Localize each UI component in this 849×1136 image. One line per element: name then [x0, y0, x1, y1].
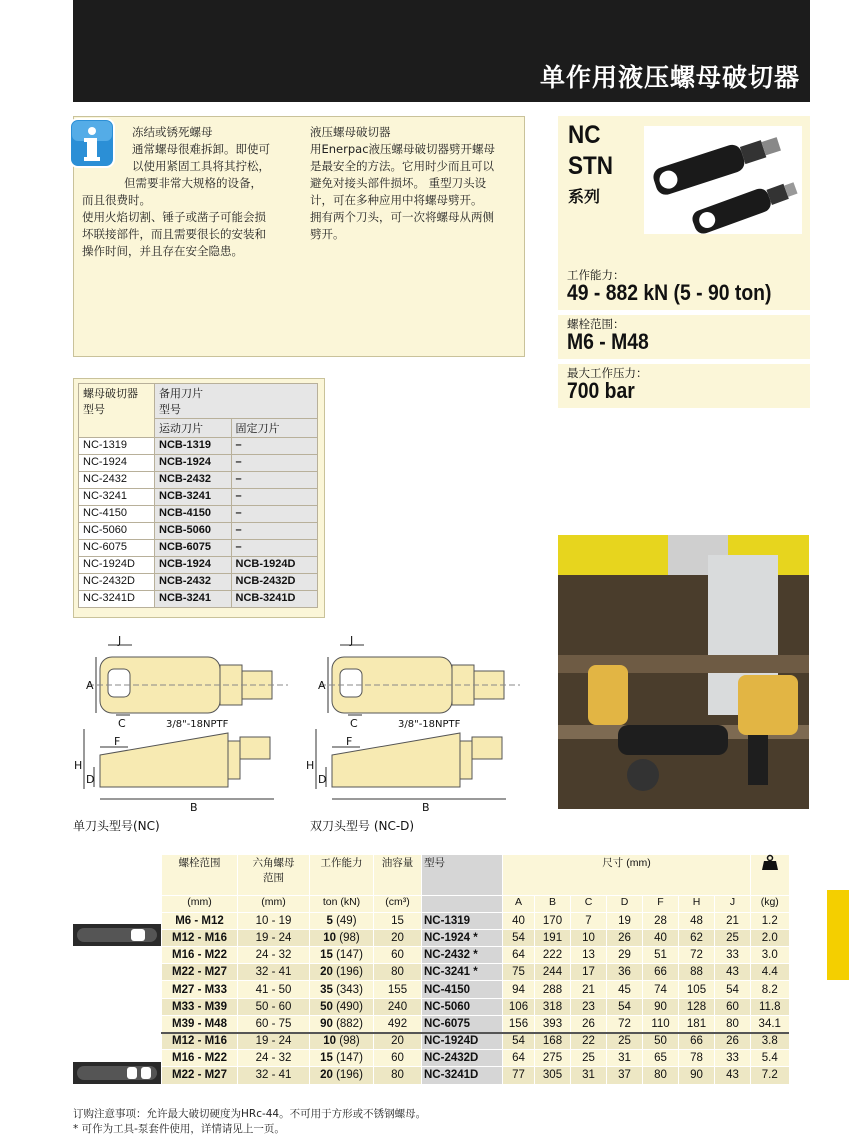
unit-hex: (mm) — [238, 895, 310, 912]
capacity-kn: (147) — [336, 1052, 363, 1065]
footnote-order: 订购注意事项：允许最大破切硬度为HRc-44。不可用于方形或不锈钢螺母。 — [73, 1108, 427, 1120]
blade-moving-cell: NCB-1319 — [155, 438, 232, 455]
blade-header-model: 螺母破切器 型号 — [79, 384, 155, 438]
model-cell: NC-6075 — [422, 1015, 503, 1032]
series-label: 系列 — [568, 187, 601, 206]
dimension-cell: 22 — [571, 1033, 607, 1050]
blade-model-cell: NC-5060 — [79, 523, 155, 540]
info-line: 但需要非常大规格的设备， — [124, 176, 262, 190]
capacity-kn: (343) — [336, 983, 363, 996]
blade-fixed-cell: – — [231, 506, 318, 523]
dimension-cell: 54 — [715, 981, 751, 998]
info-column-nut-splitter — [310, 124, 522, 243]
col-header-capacity: 工作能力 — [310, 855, 374, 895]
weight-cell: 8.2 — [751, 981, 789, 998]
blade-moving-cell: NCB-1924 — [155, 557, 232, 574]
dimension-cell: 54 — [503, 929, 535, 946]
dim-label-b: B — [422, 801, 430, 814]
dimension-cell: 33 — [715, 1050, 751, 1067]
dim-label-j: J — [118, 634, 122, 647]
weight-cell: 3.0 — [751, 947, 789, 964]
spec-table-row — [162, 964, 789, 981]
blade-table-row — [79, 489, 318, 506]
dimension-cell: 72 — [679, 947, 715, 964]
hex-range-cell: 50 - 60 — [238, 998, 310, 1015]
blade-header-moving: 运动刀片 — [155, 419, 232, 438]
dimension-cell: 25 — [607, 1033, 643, 1050]
model-cell: NC-1924D — [422, 1033, 503, 1050]
info-title-frozen: 冻结或锈死螺母 — [132, 125, 213, 139]
dim-label-d: D — [318, 773, 327, 786]
dimension-cell: 64 — [503, 947, 535, 964]
capacity-cell — [310, 1067, 374, 1084]
spec-table-row — [162, 981, 789, 998]
dimension-cell: 94 — [503, 981, 535, 998]
capacity-kn: (490) — [336, 1000, 363, 1013]
dimension-cell: 393 — [535, 1015, 571, 1032]
dimension-cell: 80 — [715, 1015, 751, 1032]
dimension-cell: 88 — [679, 964, 715, 981]
dim-col-b: B — [535, 895, 571, 912]
oil-capacity-cell: 155 — [374, 981, 422, 998]
info-line: 而且很费时。 — [82, 193, 151, 207]
blade-table-row — [79, 523, 318, 540]
dimension-cell: 72 — [607, 1015, 643, 1032]
capacity-cell — [310, 981, 374, 998]
capacity-ton: 10 — [323, 931, 337, 944]
col-header-model: 型号 — [422, 855, 503, 895]
weight-cell: 4.4 — [751, 964, 789, 981]
dim-col-a: A — [503, 895, 535, 912]
spec-table-row — [162, 947, 789, 964]
col-header-oil: 油容量 — [374, 855, 422, 895]
capacity-cell — [310, 964, 374, 981]
hex-range-cell: 32 - 41 — [238, 1067, 310, 1084]
thread-label: 3/8"-18NPTF — [398, 719, 461, 730]
capacity-cell — [310, 1050, 374, 1067]
dimension-cell: 275 — [535, 1050, 571, 1067]
unit-capacity: ton (kN) — [310, 895, 374, 912]
dimension-cell: 65 — [643, 1050, 679, 1067]
capacity-cell — [310, 929, 374, 946]
dimension-cell: 51 — [643, 947, 679, 964]
info-line: 以使用紧固工具将其拧松， — [132, 159, 270, 173]
dimension-cell: 50 — [643, 1033, 679, 1050]
capacity-ton: 50 — [320, 1000, 333, 1013]
worker-using-nut-splitter-photo — [558, 535, 809, 809]
capacity-ton: 15 — [320, 1052, 333, 1065]
dim-label-b: B — [190, 801, 198, 814]
blade-fixed-cell: – — [231, 540, 318, 557]
weight-icon — [751, 855, 789, 895]
blade-table-row — [79, 557, 318, 574]
dimension-cell: 10 — [571, 929, 607, 946]
weight-cell: 3.8 — [751, 1033, 789, 1050]
spec-value: 49 - 882 kN (5 - 90 ton) — [567, 280, 772, 305]
weight-cell: 2.0 — [751, 929, 789, 946]
info-line: 使用火焰切割、锤子或凿子可能会损 — [82, 210, 266, 224]
weight-cell: 11.8 — [751, 998, 789, 1015]
model-cell: NC-1924 * — [422, 929, 503, 946]
dimension-cell: 43 — [715, 964, 751, 981]
hex-range-cell: 41 - 50 — [238, 981, 310, 998]
blade-moving-cell: NCB-4150 — [155, 506, 232, 523]
hex-range-cell: 19 - 24 — [238, 929, 310, 946]
dim-col-f: F — [643, 895, 679, 912]
capacity-cell — [310, 1015, 374, 1032]
dimension-cell: 40 — [503, 912, 535, 929]
blade-table-row — [79, 472, 318, 489]
spec-capacity — [558, 266, 810, 310]
blade-model-cell: NC-3241 — [79, 489, 155, 506]
dimension-cell: 43 — [715, 1067, 751, 1084]
bolt-range-cell: M33 - M39 — [162, 998, 238, 1015]
info-line: 拥有两个刀头，可一次将螺母从两侧 — [310, 210, 494, 224]
caption-single-head: 单刀头型号(NC) — [73, 819, 160, 833]
model-cell: NC-2432D — [422, 1050, 503, 1067]
spec-label: 螺栓范围： — [567, 317, 625, 331]
dimension-cell: 37 — [607, 1067, 643, 1084]
weight-cell: 34.1 — [751, 1015, 789, 1032]
spec-table-row — [162, 1033, 789, 1050]
blade-fixed-cell: – — [231, 455, 318, 472]
dim-label-f: F — [114, 735, 121, 748]
blade-fixed-cell: NCB-1924D — [231, 557, 318, 574]
info-column-frozen-nuts — [82, 124, 292, 260]
blade-model-cell: NC-1319 — [79, 438, 155, 455]
dimension-cell: 62 — [679, 929, 715, 946]
blade-moving-cell: NCB-6075 — [155, 540, 232, 557]
nut-splitter-product-image — [644, 126, 802, 234]
capacity-kn: (882) — [336, 1017, 363, 1030]
blade-moving-cell: NCB-1924 — [155, 455, 232, 472]
blade-model-cell: NC-2432 — [79, 472, 155, 489]
dim-col-c: C — [571, 895, 607, 912]
footnote-kit: * 可作为工具-泵套件使用，详情请见上一页。 — [73, 1123, 285, 1135]
dimension-cell: 181 — [679, 1015, 715, 1032]
dimension-cell: 170 — [535, 912, 571, 929]
weight-cell: 7.2 — [751, 1067, 789, 1084]
dimension-cell: 191 — [535, 929, 571, 946]
single-head-drawing — [74, 634, 298, 814]
blade-moving-cell: NCB-3241 — [155, 489, 232, 506]
info-line: 劈开。 — [310, 227, 345, 241]
spec-value: 700 bar — [567, 378, 635, 403]
unit-bolt: (mm) — [162, 895, 238, 912]
bolt-range-cell: M22 - M27 — [162, 964, 238, 981]
dim-col-j: J — [715, 895, 751, 912]
model-cell: NC-4150 — [422, 981, 503, 998]
caption-double-head: 双刀头型号 (NC-D) — [310, 819, 415, 833]
dimension-cell: 54 — [503, 1033, 535, 1050]
capacity-cell — [310, 998, 374, 1015]
capacity-ton: 5 — [326, 914, 333, 927]
model-cell: NC-3241D — [422, 1067, 503, 1084]
blade-moving-cell: NCB-2432 — [155, 574, 232, 591]
capacity-kn: (98) — [339, 931, 360, 944]
dim-label-a: A — [86, 679, 94, 692]
bolt-range-cell: M12 - M16 — [162, 929, 238, 946]
model-cell: NC-1319 — [422, 912, 503, 929]
blade-moving-cell: NCB-2432 — [155, 472, 232, 489]
capacity-kn: (196) — [336, 966, 363, 979]
dimension-cell: 66 — [679, 1033, 715, 1050]
series-name — [568, 120, 613, 182]
dimension-cell: 17 — [571, 964, 607, 981]
spec-label: 最大工作压力： — [567, 366, 648, 380]
oil-capacity-cell: 80 — [374, 964, 422, 981]
dimension-cell: 33 — [715, 947, 751, 964]
blade-header-spare: 备用刀片 型号 — [155, 384, 318, 419]
spec-bolt-range — [558, 315, 810, 359]
header-bar — [73, 0, 810, 102]
dimension-cell: 77 — [503, 1067, 535, 1084]
capacity-cell — [310, 947, 374, 964]
info-line: 计，可在多种应用中将螺母劈开。 — [310, 193, 483, 207]
oil-capacity-cell: 60 — [374, 947, 422, 964]
series-stn: STN — [568, 152, 613, 180]
dimension-cell: 75 — [503, 964, 535, 981]
capacity-ton: 90 — [320, 1017, 333, 1030]
dim-col-h: H — [679, 895, 715, 912]
page-title: 单作用液压螺母破切器 — [539, 63, 800, 92]
blade-moving-cell: NCB-3241 — [155, 591, 232, 608]
thread-label: 3/8"-18NPTF — [166, 719, 229, 730]
blade-model-cell: NC-2432D — [79, 574, 155, 591]
dim-label-h: H — [306, 759, 315, 772]
blade-table-row — [79, 455, 318, 472]
capacity-ton: 35 — [320, 983, 333, 996]
spec-table-row — [162, 929, 789, 946]
dimension-cell: 31 — [571, 1067, 607, 1084]
dimension-cell: 168 — [535, 1033, 571, 1050]
oil-capacity-cell: 492 — [374, 1015, 422, 1032]
dim-label-h: H — [74, 759, 83, 772]
blade-table-row — [79, 591, 318, 608]
dim-label-c: C — [118, 717, 126, 730]
spec-pressure — [558, 364, 810, 408]
col-header-hex: 六角螺母 范围 — [238, 855, 310, 895]
dimension-cell: 26 — [607, 929, 643, 946]
dimension-cell: 48 — [679, 912, 715, 929]
model-cell: NC-3241 * — [422, 964, 503, 981]
hex-range-cell: 24 - 32 — [238, 947, 310, 964]
dimension-cell: 106 — [503, 998, 535, 1015]
dimension-cell: 25 — [571, 1050, 607, 1067]
oil-capacity-cell: 60 — [374, 1050, 422, 1067]
dimension-cell: 25 — [715, 929, 751, 946]
col-header-bolt: 螺栓范围 — [162, 855, 238, 895]
spec-value: M6 - M48 — [567, 329, 649, 354]
oil-capacity-cell: 20 — [374, 929, 422, 946]
weight-cell: 1.2 — [751, 912, 789, 929]
dimension-cell: 110 — [643, 1015, 679, 1032]
hex-range-cell: 24 - 32 — [238, 1050, 310, 1067]
capacity-kn: (49) — [336, 914, 357, 927]
dimension-cell: 80 — [643, 1067, 679, 1084]
dimension-cell: 66 — [643, 964, 679, 981]
spec-table-row — [162, 1067, 789, 1084]
blade-fixed-cell: – — [231, 489, 318, 506]
unit-oil: (cm³) — [374, 895, 422, 912]
capacity-ton: 15 — [320, 949, 333, 962]
dimension-cell: 60 — [715, 998, 751, 1015]
dimension-cell: 29 — [607, 947, 643, 964]
double-head-tool-icon — [73, 1058, 161, 1088]
dimension-cell: 21 — [715, 912, 751, 929]
dimension-cell: 74 — [643, 981, 679, 998]
spec-table-row — [162, 1015, 789, 1032]
dimension-cell: 19 — [607, 912, 643, 929]
single-head-tool-icon — [73, 920, 161, 950]
bolt-range-cell: M39 - M48 — [162, 1015, 238, 1032]
weight-cell: 5.4 — [751, 1050, 789, 1067]
bolt-range-cell: M27 - M33 — [162, 981, 238, 998]
dim-label-a: A — [318, 679, 326, 692]
blade-model-cell: NC-6075 — [79, 540, 155, 557]
oil-capacity-cell: 20 — [374, 1033, 422, 1050]
dimension-cell: 78 — [679, 1050, 715, 1067]
unit-weight: (kg) — [751, 895, 789, 912]
dimension-cell: 7 — [571, 912, 607, 929]
dimension-cell: 128 — [679, 998, 715, 1015]
dimension-cell: 305 — [535, 1067, 571, 1084]
unit-model — [422, 895, 503, 912]
info-line: 操作时间，并且存在安全隐患。 — [82, 244, 243, 258]
blade-table — [78, 383, 318, 608]
capacity-ton: 20 — [320, 1069, 333, 1082]
hex-range-cell: 60 - 75 — [238, 1015, 310, 1032]
dimension-cell: 318 — [535, 998, 571, 1015]
model-cell: NC-5060 — [422, 998, 503, 1015]
blade-fixed-cell: – — [231, 472, 318, 489]
capacity-ton: 10 — [323, 1035, 337, 1048]
info-line: 避免对接头部件损坏。 重型刀头设 — [310, 176, 487, 190]
spec-table-row — [162, 1050, 789, 1067]
capacity-kn: (147) — [336, 949, 363, 962]
spec-table-row — [162, 998, 789, 1015]
section-tab — [827, 890, 849, 980]
dimension-cell: 156 — [503, 1015, 535, 1032]
capacity-cell — [310, 912, 374, 929]
bolt-range-cell: M6 - M12 — [162, 912, 238, 929]
blade-table-row — [79, 540, 318, 557]
dimension-cell: 244 — [535, 964, 571, 981]
dimension-cell: 90 — [679, 1067, 715, 1084]
col-header-dimensions: 尺寸 (mm) — [503, 855, 751, 895]
blade-model-cell: NC-4150 — [79, 506, 155, 523]
capacity-ton: 20 — [320, 966, 333, 979]
spec-label: 工作能力： — [567, 268, 625, 282]
dimension-cell: 45 — [607, 981, 643, 998]
dimension-cell: 105 — [679, 981, 715, 998]
dimension-cell: 23 — [571, 998, 607, 1015]
blade-model-cell: NC-1924D — [79, 557, 155, 574]
dimension-cell: 288 — [535, 981, 571, 998]
dimension-cell: 21 — [571, 981, 607, 998]
dimension-cell: 26 — [715, 1033, 751, 1050]
spec-table-row — [162, 912, 789, 929]
dim-label-j: J — [350, 634, 354, 647]
blade-table-row — [79, 438, 318, 455]
dim-label-f: F — [346, 735, 353, 748]
series-nc: NC — [568, 121, 601, 149]
blade-table-row — [79, 574, 318, 591]
dimension-cell: 222 — [535, 947, 571, 964]
capacity-kn: (98) — [339, 1035, 360, 1048]
blade-moving-cell: NCB-5060 — [155, 523, 232, 540]
dimension-cell: 13 — [571, 947, 607, 964]
spec-table — [161, 855, 789, 1085]
dimension-cell: 54 — [607, 998, 643, 1015]
hex-range-cell: 10 - 19 — [238, 912, 310, 929]
info-line: 通常螺母很难拆卸。即使可 — [132, 142, 270, 156]
blade-header-fixed: 固定刀片 — [231, 419, 318, 438]
info-line: 坏联接部件，而且需要很长的安装和 — [82, 227, 266, 241]
oil-capacity-cell: 240 — [374, 998, 422, 1015]
dim-col-d: D — [607, 895, 643, 912]
blade-fixed-cell: NCB-2432D — [231, 574, 318, 591]
info-line: 是最安全的方法。它用时少而且可以 — [310, 159, 494, 173]
info-title-splitter: 液压螺母破切器 — [310, 125, 391, 139]
info-box — [73, 116, 525, 357]
blade-fixed-cell: – — [231, 438, 318, 455]
bolt-range-cell: M16 - M22 — [162, 1050, 238, 1067]
blade-model-cell: NC-1924 — [79, 455, 155, 472]
dim-label-c: C — [350, 717, 358, 730]
bolt-range-cell: M22 - M27 — [162, 1067, 238, 1084]
blade-fixed-cell: – — [231, 523, 318, 540]
dimension-cell: 26 — [571, 1015, 607, 1032]
double-head-drawing — [306, 634, 530, 814]
bolt-range-cell: M12 - M16 — [162, 1033, 238, 1050]
blade-table-row — [79, 506, 318, 523]
oil-capacity-cell: 80 — [374, 1067, 422, 1084]
capacity-cell — [310, 1033, 374, 1050]
dimension-cell: 31 — [607, 1050, 643, 1067]
oil-capacity-cell: 15 — [374, 912, 422, 929]
dimension-cell: 40 — [643, 929, 679, 946]
blade-fixed-cell: NCB-3241D — [231, 591, 318, 608]
dimension-cell: 64 — [503, 1050, 535, 1067]
dimension-cell: 28 — [643, 912, 679, 929]
hex-range-cell: 32 - 41 — [238, 964, 310, 981]
bolt-range-cell: M16 - M22 — [162, 947, 238, 964]
hex-range-cell: 19 - 24 — [238, 1033, 310, 1050]
series-box — [558, 116, 810, 266]
dim-label-d: D — [86, 773, 95, 786]
capacity-kn: (196) — [336, 1069, 363, 1082]
dimension-cell: 36 — [607, 964, 643, 981]
dimension-cell: 90 — [643, 998, 679, 1015]
info-line: 用Enerpac液压螺母破切器劈开螺母 — [310, 142, 496, 156]
model-cell: NC-2432 * — [422, 947, 503, 964]
blade-model-cell: NC-3241D — [79, 591, 155, 608]
